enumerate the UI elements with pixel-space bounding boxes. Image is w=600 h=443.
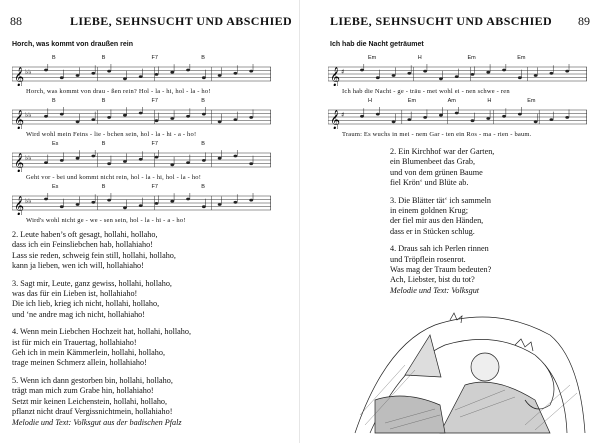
credit-right: Melodie und Text: Volksgut <box>390 285 480 295</box>
note-head <box>155 156 159 159</box>
chord-row <box>12 141 271 149</box>
note-head <box>91 201 95 204</box>
chord-symbol: B <box>52 98 56 104</box>
music-staff <box>328 107 587 129</box>
chord-symbol: B <box>101 98 106 104</box>
note-head <box>139 204 143 207</box>
note-head <box>565 116 569 119</box>
note-head <box>139 112 143 115</box>
chord-symbol: H <box>487 98 492 104</box>
note-head <box>202 159 206 162</box>
note-head <box>155 202 159 205</box>
note-head <box>471 73 475 76</box>
note-head <box>471 119 475 122</box>
note-head <box>123 77 127 80</box>
verse: 3. Die Blätter tät‘ ich sammeln in einem goldnen Krug; der fiel mir aus den Händen, dass er in Stücken schlug. <box>390 195 491 236</box>
note-head <box>502 69 506 72</box>
note-head <box>218 203 222 206</box>
note-head <box>423 70 427 73</box>
treble-clef-icon: 𝄞 <box>14 153 25 172</box>
lyric-line: Wird's wohl nicht ge - we - sen sein, hol - la - hi - a - ho! <box>26 217 186 224</box>
chord-symbol: H <box>417 55 422 61</box>
verse: 4. Wenn mein Liebchen Hochzeit hat, hollahi, hollaho, ist für mich ein Trauertag, hollahiaho! Geh ich in mein Kämmerlein, hollahi, hollaho, trage meinen Schmerz allein, hollahiaho! <box>12 327 192 368</box>
note-head <box>218 157 222 160</box>
music-system <box>12 141 271 183</box>
music-system <box>328 98 587 140</box>
chord-symbol: B <box>101 184 106 190</box>
chord-symbol: Es <box>52 141 59 147</box>
treble-clef-icon: 𝄞 <box>330 110 341 129</box>
treble-clef-icon: 𝄞 <box>14 67 25 86</box>
chord-row <box>12 98 271 106</box>
running-title-left: LIEBE, SEHNSUCHT UND ABSCHIED <box>70 14 293 28</box>
music-staff <box>12 193 271 215</box>
note-head <box>249 116 253 119</box>
chord-row <box>328 55 587 63</box>
note-head <box>534 74 538 77</box>
note-head <box>139 75 143 78</box>
key-signature-icon: ♭♭ <box>25 197 32 205</box>
note-head <box>139 158 143 161</box>
music-staff <box>12 107 271 129</box>
chord-symbol: Em <box>467 55 476 61</box>
note-head <box>486 117 490 120</box>
chord-symbol: Em <box>517 55 526 61</box>
chord-row <box>12 184 271 192</box>
verse: 2. Ein Kirchhof war der Garten, ein Blumenbeet das Grab, und von dem grünen Baume fiel Krön‘ und Blüte ab. <box>390 147 495 188</box>
verses-right <box>390 147 595 296</box>
note-head <box>107 116 111 119</box>
note-head <box>44 161 48 164</box>
note-head <box>249 70 253 73</box>
music-system <box>12 184 271 226</box>
key-signature-icon: ♭♭ <box>25 154 32 162</box>
note-head <box>234 155 238 158</box>
note-head <box>186 69 190 72</box>
note-head <box>44 69 48 72</box>
note-head <box>123 114 127 117</box>
note-head <box>439 77 443 80</box>
dreaming-woman-illustration <box>345 305 590 440</box>
chord-row <box>12 55 271 63</box>
note-head <box>392 120 396 123</box>
note-head <box>439 114 443 117</box>
lyric-line: Ich hab die Nacht - ge - träu - met wohl ei - nen schwe - ren <box>342 88 510 95</box>
verse: 3. Sagt mir, Leute, ganz gewiss, hollahi, hollaho, was das für ein Lieben ist, hollahiaho! Die ich lieb, krieg ich nicht, hollahi, hollaho, und ‘ne andre mag ich nicht, hollahiaho! <box>12 278 172 319</box>
music-system <box>12 55 271 97</box>
chord-symbol: Em <box>527 98 536 104</box>
note-head <box>218 120 222 123</box>
note-head <box>107 70 111 73</box>
note-head <box>76 203 80 206</box>
note-head <box>565 70 569 73</box>
note-head <box>44 115 48 118</box>
chord-symbol: B <box>201 141 205 147</box>
note-head <box>186 198 190 201</box>
note-head <box>76 120 80 123</box>
verses-left <box>12 230 297 428</box>
credit-left: Melodie und Text: Volksgut aus der badischen Pfalz <box>12 417 182 427</box>
page-number-right: 89 <box>578 14 590 28</box>
note-head <box>550 118 554 121</box>
chord-symbol: B <box>101 141 106 147</box>
treble-clef-icon: 𝄞 <box>14 196 25 215</box>
note-head <box>60 76 64 79</box>
chord-symbol: Em <box>407 98 417 104</box>
lyric-line: Horch, was kommt von drau - ßen rein? Hol - la - hi, hol - la - ho! <box>26 88 211 95</box>
chord-symbol: B <box>52 55 56 61</box>
music-system <box>12 98 271 140</box>
note-head <box>423 116 427 119</box>
note-head <box>170 163 174 166</box>
note-head <box>249 162 253 165</box>
note-head <box>502 115 506 118</box>
note-head <box>76 74 80 77</box>
chord-row <box>328 98 587 106</box>
chord-symbol: F7 <box>151 184 158 190</box>
note-head <box>202 205 206 208</box>
chord-symbol: Es <box>52 184 59 190</box>
page-number-left: 88 <box>10 14 22 28</box>
chord-symbol: B <box>201 98 205 104</box>
note-head <box>234 72 238 75</box>
note-head <box>123 160 127 163</box>
note-head <box>455 112 459 115</box>
song-title-left: Horch, was kommt von draußen rein <box>12 41 133 48</box>
note-head <box>123 206 127 209</box>
note-head <box>91 72 95 75</box>
note-head <box>170 71 174 74</box>
note-head <box>360 69 364 72</box>
right-header <box>300 14 600 30</box>
note-head <box>155 119 159 122</box>
verse: 2. Leute haben’s oft gesagt, hollahi, hollaho, dass ich ein Feinsliebchen hab, hollahiaho! Lass sie reden, schweig fein still, hollahi, hollaho, kann ja lieben, wen ich will, hollahiaho! <box>12 230 176 271</box>
note-head <box>218 74 222 77</box>
note-head <box>91 155 95 158</box>
chord-symbol: H <box>368 98 372 104</box>
note-head <box>407 118 411 121</box>
chord-symbol: B <box>201 55 205 61</box>
note-head <box>186 161 190 164</box>
note-head <box>107 162 111 165</box>
music-staff <box>12 64 271 86</box>
note-head <box>202 76 206 79</box>
right-page <box>300 0 600 443</box>
note-head <box>76 157 80 160</box>
note-head <box>44 198 48 201</box>
key-signature-icon: ♯ <box>341 68 345 76</box>
note-head <box>170 117 174 120</box>
note-head <box>550 72 554 75</box>
running-title-right: LIEBE, SEHNSUCHT UND ABSCHIED <box>330 14 553 28</box>
note-head <box>234 201 238 204</box>
note-head <box>518 113 522 116</box>
note-head <box>202 113 206 116</box>
note-head <box>455 75 459 78</box>
chord-symbol: F7 <box>151 141 158 147</box>
lyric-line: Wird wohl mein Feins - lie - bchen sein, hol - la - hi - a - ho! <box>26 131 197 138</box>
left-header <box>0 14 300 30</box>
note-head <box>60 113 64 116</box>
note-head <box>60 205 64 208</box>
note-head <box>186 115 190 118</box>
treble-clef-icon: 𝄞 <box>330 67 341 86</box>
note-head <box>486 71 490 74</box>
note-head <box>376 76 380 79</box>
note-head <box>518 76 522 79</box>
verse: 4. Draus sah ich Perlen rinnen und Tröpflein rosenrot. Was mag der Traum bedeuten? Ach, Liebster, bist du tot? Melodie und Text: Volksgut <box>390 244 492 295</box>
music-staff <box>328 64 587 86</box>
note-head <box>376 113 380 116</box>
note-head <box>392 74 396 77</box>
note-head <box>91 118 95 121</box>
chord-symbol: B <box>201 184 205 190</box>
note-head <box>249 199 253 202</box>
note-head <box>155 73 159 76</box>
note-head <box>234 118 238 121</box>
music-staff <box>12 150 271 172</box>
note-head <box>534 120 538 123</box>
chord-symbol: Em <box>368 55 377 61</box>
music-system <box>328 55 587 97</box>
chord-symbol: F7 <box>151 55 158 61</box>
note-head <box>407 72 411 75</box>
chord-symbol: F7 <box>151 98 158 104</box>
key-signature-icon: ♭♭ <box>25 68 32 76</box>
treble-clef-icon: 𝄞 <box>14 110 25 129</box>
lyric-line: Traum: Es wuchs in mei - nem Gar - ten ein Ros - ma - rien - baum. <box>342 131 532 138</box>
chord-symbol: B <box>101 55 106 61</box>
note-head <box>360 115 364 118</box>
chord-symbol: Am <box>447 98 456 104</box>
note-head <box>60 159 64 162</box>
lyric-line: Geht vor - bei und kommt nicht rein, hol - la - hi, hol - la - ho! <box>26 174 202 181</box>
song-title-right: Ich hab die Nacht geträumet <box>330 41 424 48</box>
key-signature-icon: ♭♭ <box>25 111 32 119</box>
note-head <box>170 200 174 203</box>
key-signature-icon: ♯ <box>341 111 345 119</box>
verse: 5. Wenn ich dann gestorben bin, hollahi, hollaho, trägt man mich zum Grabe hin, hollahiaho! Setzt mir keinen Leichenstein, hollahi, hollaho, pflanzt nicht drauf Vergissnichtmein, hollahiaho! Melodie und Text: Volksgut aus der badischen Pfalz <box>12 375 182 427</box>
note-head <box>107 199 111 202</box>
